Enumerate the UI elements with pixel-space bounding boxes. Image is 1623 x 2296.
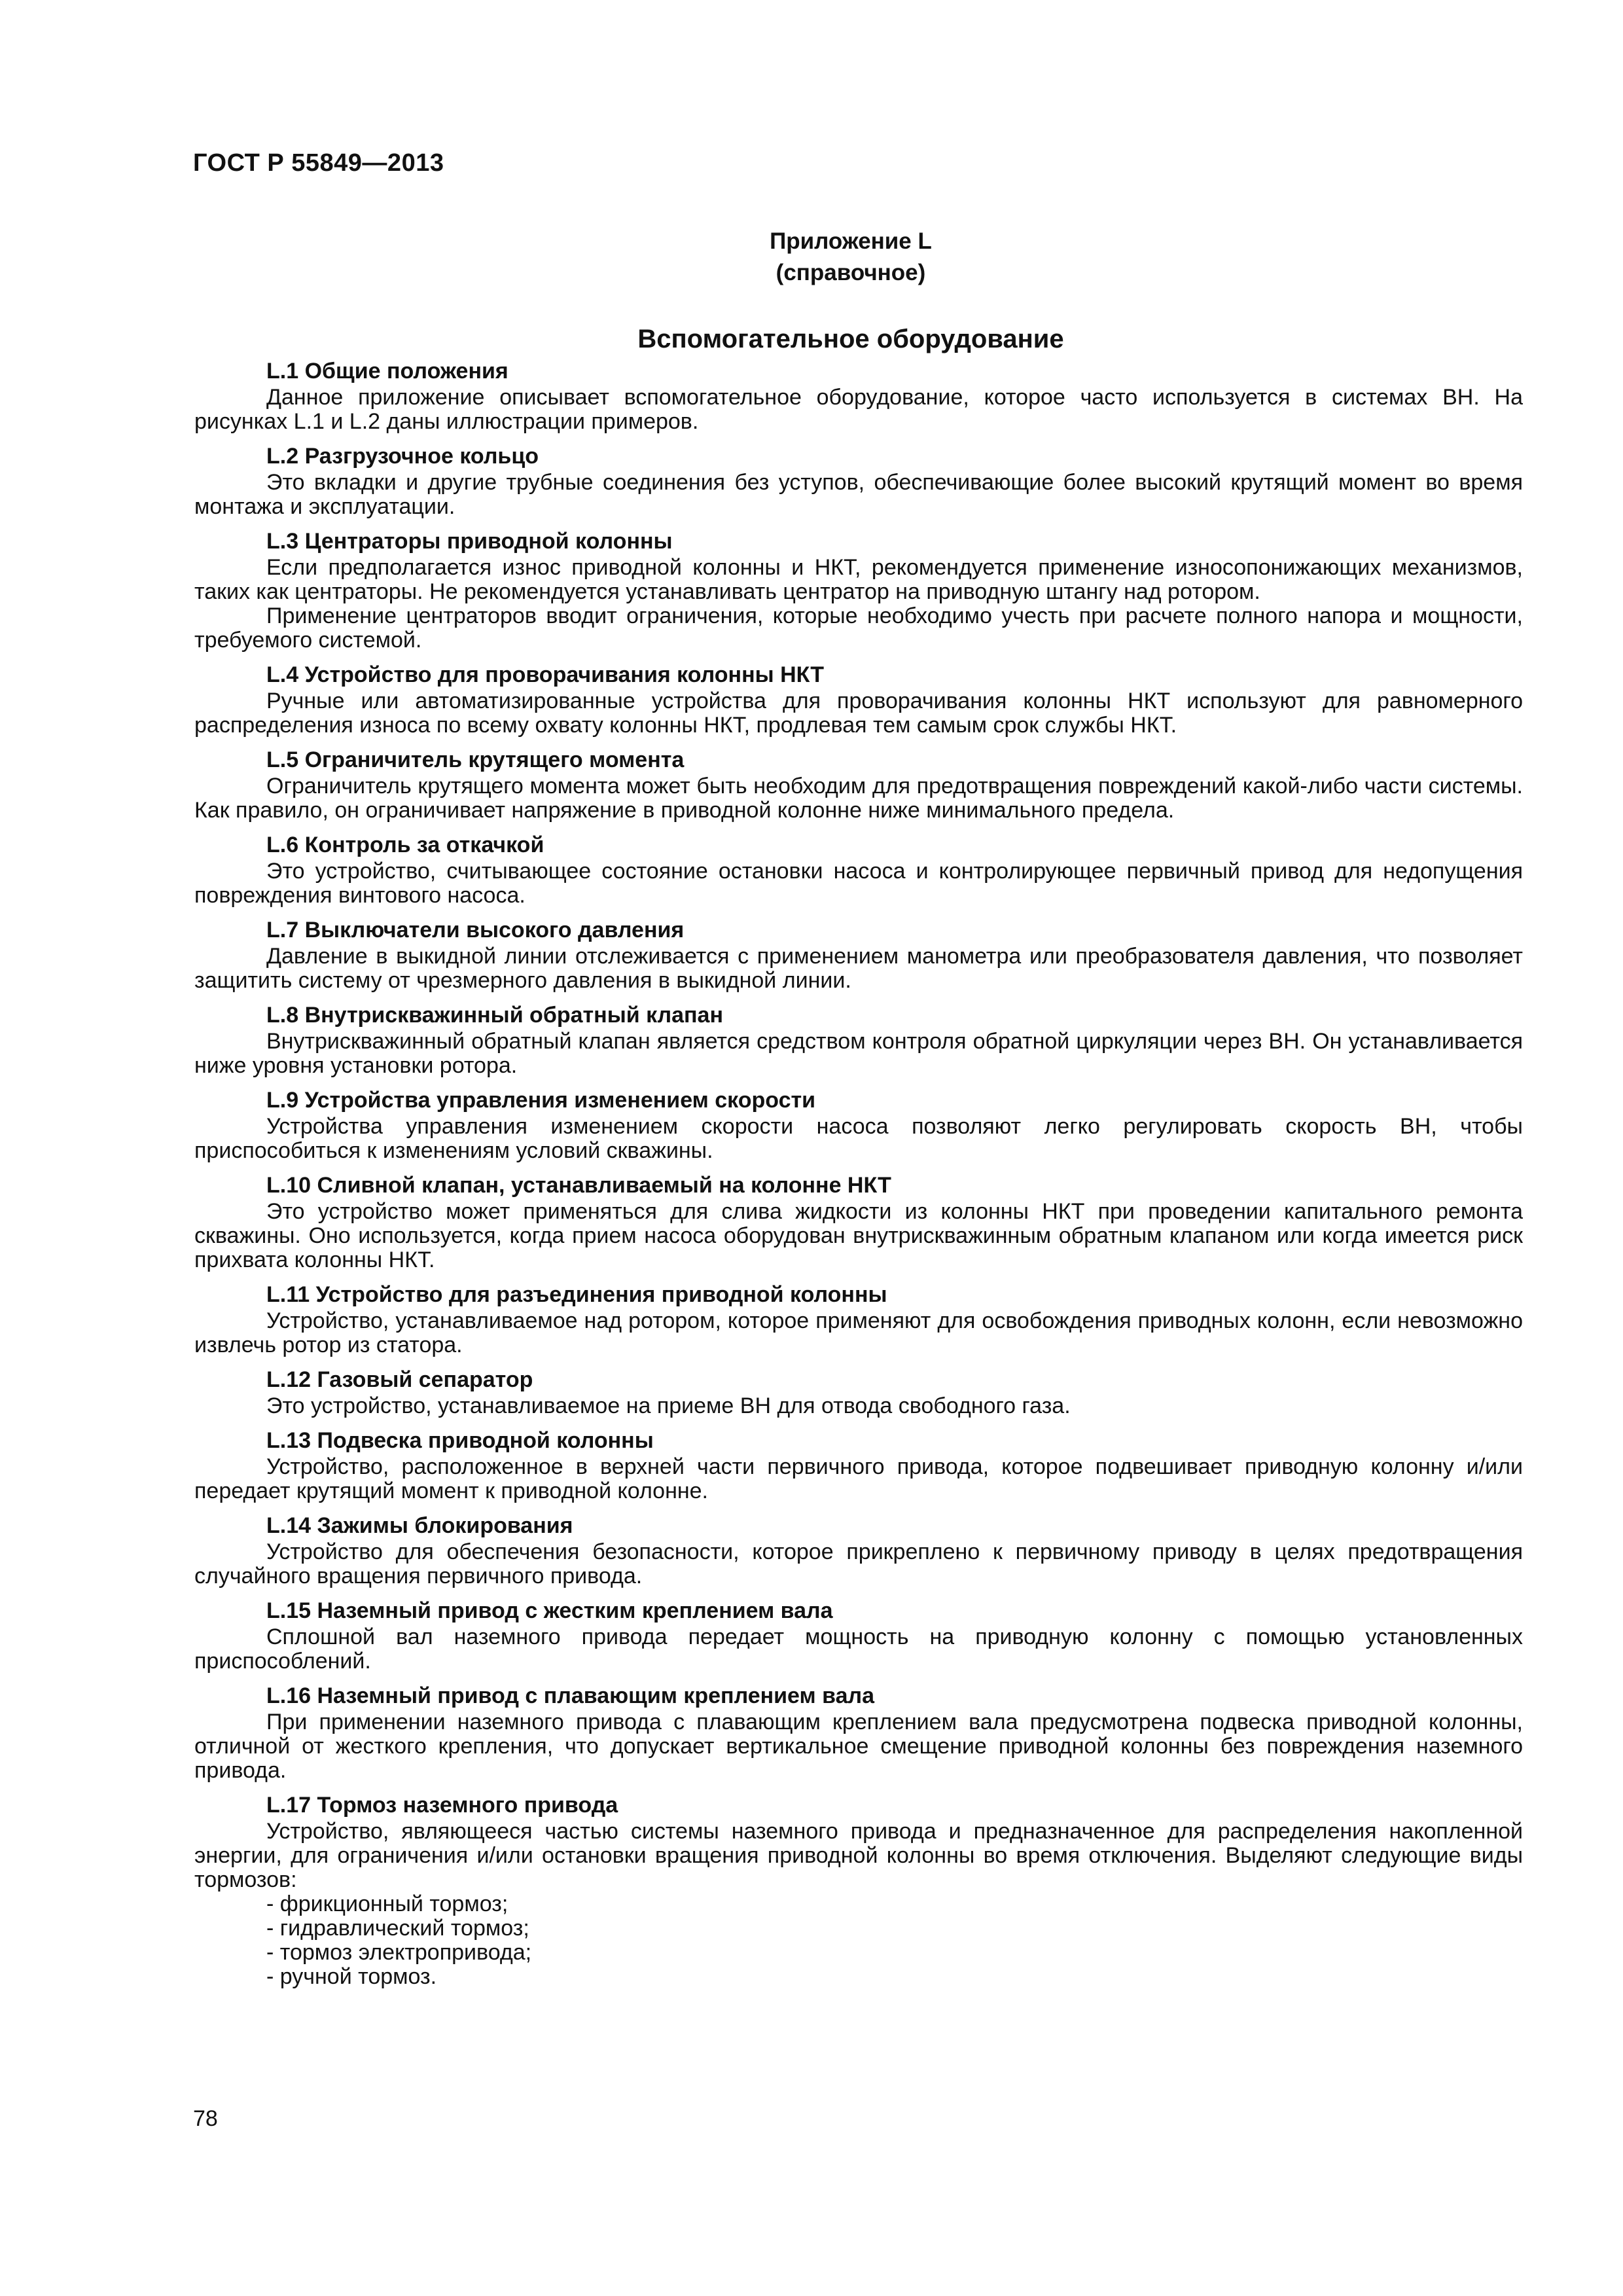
section bbox=[194, 1171, 1523, 1272]
section-paragraph: Ручные или автоматизированные устройства для проворачивания колонны НКТ используют для равномерного распределения износа по всему охвату колонны НКТ, продлевая тем самым срок службы НКТ. bbox=[194, 689, 1523, 738]
section bbox=[194, 745, 1523, 823]
section-paragraph: Сплошной вал наземного привода передает мощность на приводную колонну с помощью установленных приспособлений. bbox=[194, 1624, 1523, 1674]
section bbox=[194, 442, 1523, 519]
section-title: L.3 Центраторы приводной колонны bbox=[266, 529, 673, 554]
list-item: - фрикционный тормоз; bbox=[266, 1892, 508, 1916]
annex-type: (справочное) bbox=[776, 260, 926, 285]
page-number: 78 bbox=[193, 2106, 218, 2131]
section bbox=[194, 1511, 1523, 1588]
section bbox=[194, 1426, 1523, 1503]
section-title: L.6 Контроль за откачкой bbox=[266, 833, 544, 857]
section-title: L.8 Внутрискважинный обратный клапан bbox=[266, 1003, 723, 1028]
section-paragraph: Это устройство, считывающее состояние остановки насоса и контролирующее первичный привод для недопущения повреждения винтового насоса. bbox=[194, 859, 1523, 908]
document-body bbox=[194, 357, 1523, 1997]
section bbox=[194, 1596, 1523, 1674]
section-paragraph: Ограничитель крутящего момента может быть необходим для предотвращения повреждений какой-либо части системы. Как правило, он ограничивает напряжение в приводной колонне ниже минимального предела. bbox=[194, 774, 1523, 823]
section-title: L.11 Устройство для разъединения приводной колонны bbox=[266, 1282, 887, 1307]
section bbox=[194, 1001, 1523, 1078]
section-paragraph: Это устройство может применяться для слива жидкости из колонны НКТ при проведении капитального ремонта скважины. Оно используется, когда прием насоса оборудован внутрискважинным обратным клапаном или когда имеется риск прихвата колонны НКТ. bbox=[194, 1199, 1523, 1272]
section-title: L.7 Выключатели высокого давления bbox=[266, 918, 685, 942]
section bbox=[194, 1086, 1523, 1163]
section-paragraph: Данное приложение описывает вспомогательное оборудование, которое часто используется в системах ВН. На рисунках L.1 и L.2 даны иллюстрации примеров. bbox=[194, 385, 1523, 434]
section bbox=[194, 1280, 1523, 1357]
section-title: L.14 Зажимы блокирования bbox=[266, 1513, 573, 1538]
annex-header bbox=[0, 226, 1623, 354]
list-item: - ручной тормоз. bbox=[266, 1964, 437, 1989]
section-title: L.12 Газовый сепаратор bbox=[266, 1367, 533, 1392]
section bbox=[194, 1791, 1523, 1989]
section-paragraph: Устройство, устанавливаемое над ротором, которое применяют для освобождения приводных колонн, если невозможно извлечь ротор из статора. bbox=[194, 1308, 1523, 1357]
annex-title: Приложение L bbox=[770, 228, 932, 254]
section-paragraph: Устройство, расположенное в верхней части первичного привода, которое подвешивает приводную колонну и/или передает крутящий момент к приводной колонне. bbox=[194, 1454, 1523, 1503]
section-paragraph: Давление в выкидной линии отслеживается с применением манометра или преобразователя давления, что позволяет защитить систему от чрезмерного давления в выкидной линии. bbox=[194, 944, 1523, 993]
section-title: L.16 Наземный привод с плавающим креплением вала bbox=[266, 1683, 874, 1708]
list-item: - гидравлический тормоз; bbox=[266, 1916, 529, 1941]
section bbox=[194, 831, 1523, 908]
section-title: L.1 Общие положения bbox=[266, 359, 508, 384]
section-paragraph: Это вкладки и другие трубные соединения без уступов, обеспечивающие более высокий крутящий момент во время монтажа и эксплуатации. bbox=[194, 470, 1523, 519]
section-title: L.2 Разгрузочное кольцо bbox=[266, 444, 539, 469]
section-paragraph: Если предполагается износ приводной колонны и НКТ, рекомендуется применение износопонижающих механизмов, таких как центраторы. Не рекомендуется устанавливать центратор на приводную штангу над ротором. bbox=[194, 555, 1523, 604]
section-title: L.9 Устройства управления изменением скорости bbox=[266, 1088, 816, 1113]
section-title: L.15 Наземный привод с жестким креплением вала bbox=[266, 1598, 833, 1623]
section bbox=[194, 357, 1523, 434]
section-paragraph: При применении наземного привода с плавающим креплением вала предусмотрена подвеска приводной колонны, отличной от жесткого крепления, что допускает вертикальное смещение приводной колонны без повреждения наземного привода. bbox=[194, 1710, 1523, 1783]
section-title: L.5 Ограничитель крутящего момента bbox=[266, 747, 685, 772]
section bbox=[194, 660, 1523, 738]
section bbox=[194, 916, 1523, 993]
section bbox=[194, 1681, 1523, 1783]
section-paragraph: Устройство, являющееся частью системы наземного привода и предназначенное для распределения накопленной энергии, для ограничения и/или остановки вращения приводной колонны во время отключения. Выделяют следующие виды тормозов: bbox=[194, 1819, 1523, 1892]
section-title: L.13 Подвеска приводной колонны bbox=[266, 1428, 654, 1453]
document-code: ГОСТ Р 55849—2013 bbox=[193, 149, 444, 177]
section-paragraph: Устройство для обеспечения безопасности, которое прикреплено к первичному приводу в целях предотвращения случайного вращения первичного привода. bbox=[194, 1539, 1523, 1588]
annex-heading: Вспомогательное оборудование bbox=[637, 325, 1064, 353]
section bbox=[194, 527, 1523, 653]
section bbox=[194, 1365, 1523, 1418]
section-title: L.10 Сливной клапан, устанавливаемый на колонне НКТ bbox=[266, 1173, 891, 1198]
section-paragraph: Применение центраторов вводит ограничения, которые необходимо учесть при расчете полного напора и мощности, требуемого системой. bbox=[194, 603, 1523, 653]
section-title: L.4 Устройство для проворачивания колонны НКТ bbox=[266, 662, 825, 687]
section-paragraph: Устройства управления изменением скорости насоса позволяют легко регулировать скорость ВН, чтобы приспособиться к изменениям условий скважины. bbox=[194, 1114, 1523, 1163]
section-paragraph: Внутрискважинный обратный клапан является средством контроля обратной циркуляции через ВН. Он устанавливается ниже уровня установки ротора. bbox=[194, 1029, 1523, 1078]
section-title: L.17 Тормоз наземного привода bbox=[266, 1793, 618, 1818]
list-item: - тормоз электропривода; bbox=[266, 1940, 532, 1965]
section-paragraph: Это устройство, устанавливаемое на приеме ВН для отвода свободного газа. bbox=[266, 1393, 1071, 1418]
brake-types-list bbox=[194, 1892, 1523, 1989]
